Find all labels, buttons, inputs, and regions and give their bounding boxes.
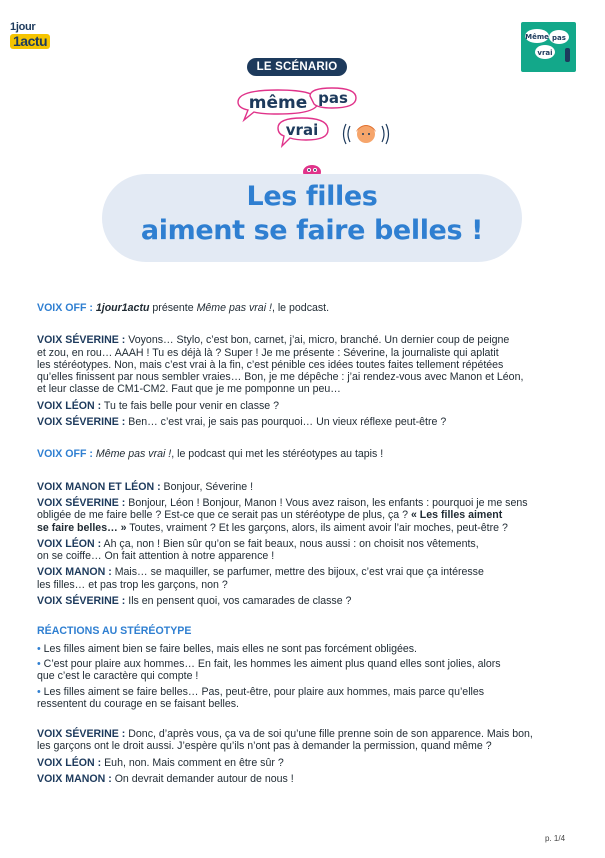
line-text: Ils en pensent quoi, vos camarades de classe ? xyxy=(125,595,352,608)
podcast-name: Même pas vrai ! xyxy=(196,302,272,314)
line-text: Ben… c’est vrai, je sais pas pourquoi… Un vieux réflexe peut-être ? xyxy=(125,416,447,429)
dialogue-line xyxy=(37,728,577,753)
line-text: Euh, non. Mais comment en être sûr ? xyxy=(101,756,284,769)
line-text: Toutes, vraiment ? Et les garçons, alors, ils aiment avoir l’air moches, peut-être ? xyxy=(126,521,508,534)
line-text: les filles… et pas trop les garçons, non ? xyxy=(37,578,228,591)
line-text: obligée de me faire belle ? Est-ce que ce serait pas un stéréotype de plus, ça ? xyxy=(37,509,411,522)
dialogue-line xyxy=(37,497,577,534)
cover-word-1: Même xyxy=(525,33,549,41)
line-text: Donc, d’après vous, ça va de soi qu’une fille prenne soin de son apparence. Mais bon, xyxy=(125,728,533,741)
cover-word-3: vrai xyxy=(537,49,553,57)
line-text: les stéréotypes. Non, mais c’est vrai à la fin, c’est pénible ces idées toutes faites tellement répétées xyxy=(37,358,504,371)
line-text: Bonjour, Léon ! Bonjour, Manon ! Vous avez raison, les enfants : pourquoi je me sens xyxy=(125,496,528,509)
line-text: que c’est le caractère qui compte ! xyxy=(37,670,199,683)
dialogue-line xyxy=(37,773,577,785)
dialogue-line xyxy=(37,757,577,769)
speaker-label: VOIX OFF : xyxy=(37,302,93,314)
cover-word-2: pas xyxy=(552,34,566,42)
line-text: Ah ça, non ! Bien sûr qu’on se fait beaux, nous aussi : on choisit nos vêtements, xyxy=(101,537,479,550)
line-text: et zou, en rou… AAAH ! Tu es déjà là ? Super ! Je me présente : Séverine, la journaliste qui aplatit xyxy=(37,346,499,359)
line-text: Tu te fais belle pour venir en classe ? xyxy=(101,399,280,412)
line-text: Bonjour, Séverine ! xyxy=(160,480,254,493)
quote-text: « Les filles aiment xyxy=(410,509,503,522)
bullet: • xyxy=(37,642,41,655)
speaker-label: VOIX LÉON : xyxy=(37,537,102,550)
cover-illustration-icon xyxy=(521,22,576,72)
list-item xyxy=(37,686,577,711)
speaker-label: VOIX OFF : xyxy=(37,448,93,461)
dialogue-line xyxy=(37,448,577,460)
scenario-badge: LE SCÉNARIO xyxy=(247,58,347,76)
podcast-word-2: pas xyxy=(318,89,348,107)
bullet: • xyxy=(37,685,41,698)
podcast-word-1: même xyxy=(248,93,308,113)
speaker-label: VOIX SÉVERINE : xyxy=(37,595,126,608)
line-text: ressentent du courage en se faisant belles. xyxy=(37,697,240,710)
page-number: p. 1/4 xyxy=(545,834,566,843)
line-text: , le podcast qui met les stéréotypes au tapis ! xyxy=(171,448,384,461)
dialogue-line xyxy=(37,302,577,314)
speaker-label: VOIX SÉVERINE : xyxy=(37,728,126,741)
dialogue-line xyxy=(37,334,577,395)
line-text: présente xyxy=(149,302,197,314)
line-text: Les filles aiment bien se faire belles, mais elles ne sont pas forcément obligées. xyxy=(40,642,417,655)
section-heading: RÉACTIONS AU STÉRÉOTYPE xyxy=(37,625,192,638)
line-text: les garçons ont le droit aussi. J’espère qu’ils n’ont pas à demander la permission, quand même ? xyxy=(37,740,492,753)
line-text: Mais… se maquiller, se parfumer, mettre des bijoux, c’est vrai que ça intéresse xyxy=(111,566,484,579)
line-text: C’est pour plaire aux hommes… En fait, les hommes les aiment plus quand elles sont jolies, alors xyxy=(40,657,501,670)
line-text: Les filles aiment se faire belles… Pas, peut-être, pour plaire aux hommes, mais parce qu’elles xyxy=(40,685,485,698)
dialogue-line xyxy=(37,595,577,607)
brand-name: 1jour1actu xyxy=(95,302,150,314)
brand-logo xyxy=(10,22,70,54)
line-text: Voyons… Stylo, c’est bon, carnet, j’ai, micro, branché. Un dernier coup de peigne xyxy=(125,334,510,347)
dialogue-line xyxy=(37,566,577,591)
title-line-2: aiment se faire belles ! xyxy=(140,215,484,246)
line-text: on se coiffe… On fait attention à notre apparence ! xyxy=(37,550,275,563)
line-text: On devrait demander autour de nous ! xyxy=(111,773,294,786)
page-title xyxy=(102,180,522,248)
speaker-label: VOIX LÉON : xyxy=(37,756,102,769)
speaker-label: VOIX MANON ET LÉON : xyxy=(37,480,161,493)
speaker-label: VOIX MANON : xyxy=(37,566,112,579)
podcast-cover-thumbnail xyxy=(521,22,576,72)
speaker-label: VOIX SÉVERINE : xyxy=(37,334,126,347)
speaker-label: VOIX MANON : xyxy=(37,773,112,786)
podcast-name: Même pas vrai ! xyxy=(95,448,172,461)
list-item xyxy=(37,643,577,655)
speaker-label: VOIX LÉON : xyxy=(37,399,102,412)
dialogue-line xyxy=(37,538,577,563)
speaker-label: VOIX SÉVERINE : xyxy=(37,416,126,429)
logo-bottom-text: 1actu xyxy=(10,34,50,49)
bullet: • xyxy=(37,657,41,670)
dialogue-line xyxy=(37,400,577,412)
quote-text: se faire belles… » xyxy=(37,521,127,534)
logo-top-text: 1jour xyxy=(10,21,36,33)
scenario-text xyxy=(37,302,577,789)
podcast-word-3: vrai xyxy=(285,121,319,139)
list-item xyxy=(37,658,577,683)
dialogue-line xyxy=(37,416,577,428)
dialogue-line xyxy=(37,481,577,493)
speaker-label: VOIX SÉVERINE : xyxy=(37,496,126,509)
line-text: qu’elles finissent par nous sembler vraies… Bon, je me dépêche : j’ai rendez-vous avec Manon et Léon, xyxy=(37,371,524,384)
title-line-1: Les filles xyxy=(246,181,378,212)
podcast-logo xyxy=(232,82,412,178)
line-text: et leur classe de CM1-CM2. Faut que je me pomponne un peu… xyxy=(37,383,341,396)
speech-bubbles-icon xyxy=(232,82,412,178)
line-text: , le podcast. xyxy=(271,302,330,314)
